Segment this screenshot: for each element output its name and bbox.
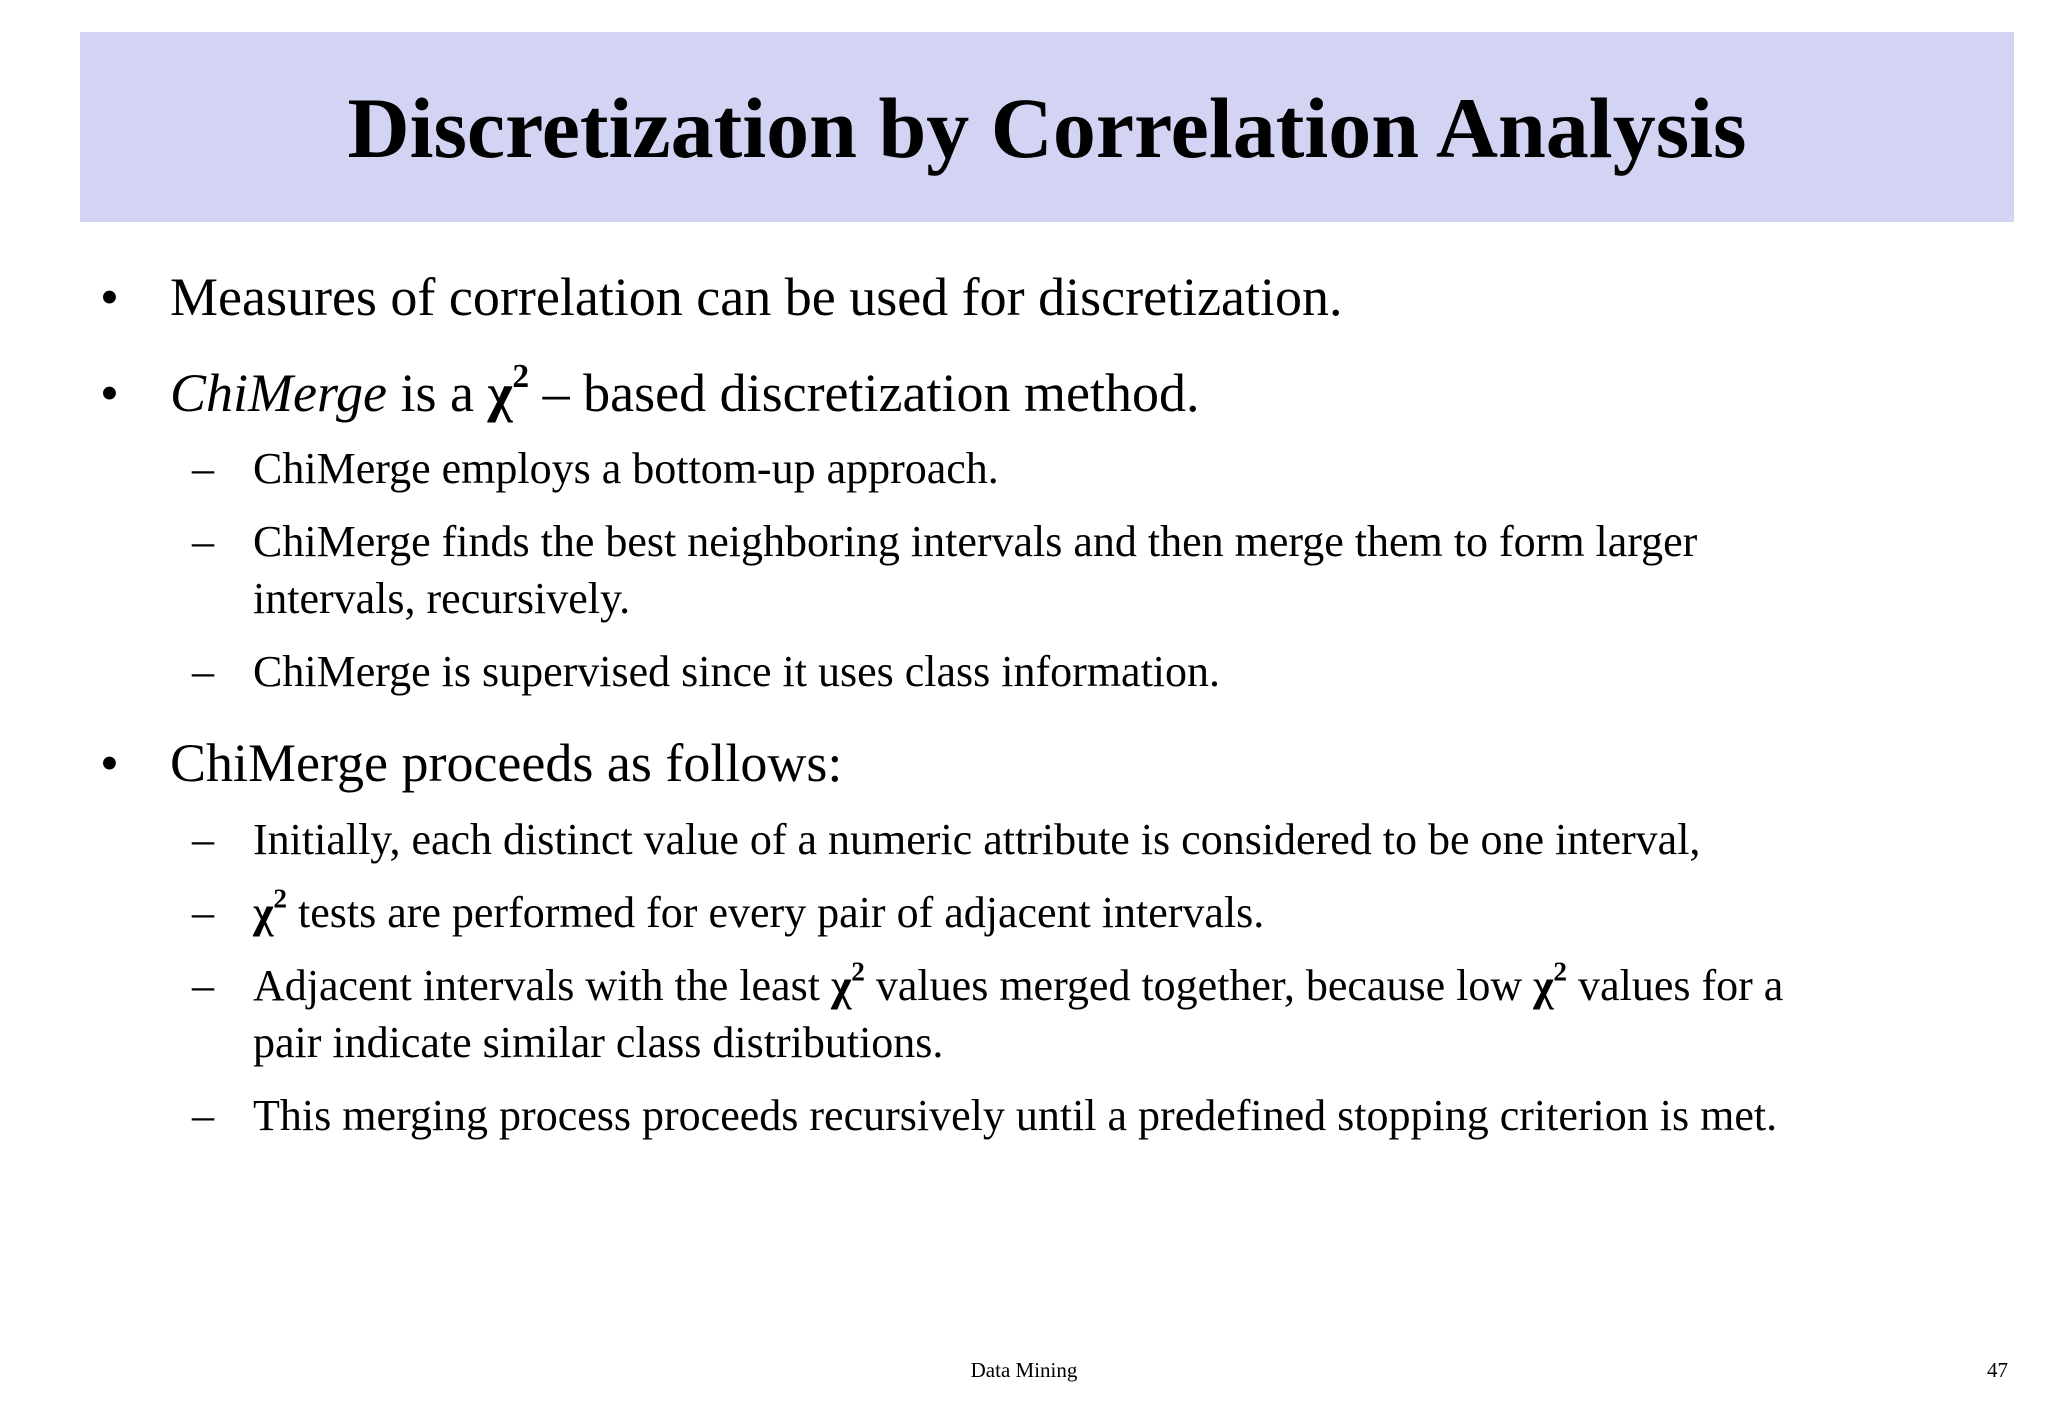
dash-mark: – — [192, 888, 214, 937]
sub-bullet-text: ChiMerge is supervised since it uses class information. — [253, 647, 1221, 696]
dash-mark: – — [192, 444, 214, 493]
bullet-mark: • — [100, 363, 119, 423]
footer-title: Data Mining — [970, 1358, 1078, 1382]
dash-mark: – — [192, 647, 214, 696]
page-number: 47 — [1987, 1358, 2008, 1382]
sub-bullet-text: This merging process proceeds recursively until a predefined stopping criterion is met. — [253, 1091, 1778, 1140]
title-bar — [80, 32, 2014, 222]
sub-bullet-text: ChiMerge finds the best neighboring intervals and then merge them to form larger — [253, 517, 1698, 566]
bullet-mark: • — [100, 733, 119, 793]
dash-mark: – — [192, 961, 214, 1010]
sub-bullet-text: intervals, recursively. — [253, 574, 631, 623]
sub-bullet-text: ChiMerge employs a bottom-up approach. — [253, 444, 999, 493]
chi-square-symbol: $\chi^2$ — [1533, 956, 1568, 1010]
sub-bullet-text: Adjacent intervals with the least $\chi^2$ values merged together, because low $\chi^2$ values for a — [253, 956, 1784, 1010]
chi-square-symbol: $\chi^2$ — [253, 883, 287, 937]
slide-title: Discretization by Correlation Analysis — [347, 80, 1747, 176]
bullet-2-text-before: is a — [386, 363, 488, 423]
chimerge-italic: ChiMerge — [170, 363, 387, 423]
bullet-2-text — [170, 357, 1200, 423]
sub-bullet-text: Initially, each distinct value of a numeric attribute is considered to be one interval, — [253, 815, 1701, 864]
dash-mark: – — [192, 517, 214, 566]
dash-mark: – — [192, 815, 214, 864]
bullet-2-text-after: – based discretization method. — [529, 363, 1200, 423]
bullet-mark: • — [100, 267, 119, 327]
chi-square-symbol: $\chi^2$ — [830, 956, 865, 1010]
chi-square-symbol: $\chi^2$ — [487, 357, 530, 423]
dash-mark: – — [192, 1091, 214, 1140]
bullet-1-text: Measures of correlation can be used for discretization. — [170, 267, 1343, 327]
sub-bullet-text: $\chi^2$ tests are performed for every pair of adjacent intervals. — [253, 883, 1265, 937]
bullet-3-text: ChiMerge proceeds as follows: — [170, 733, 843, 793]
sub-bullet-text: pair indicate similar class distributions. — [253, 1018, 944, 1067]
